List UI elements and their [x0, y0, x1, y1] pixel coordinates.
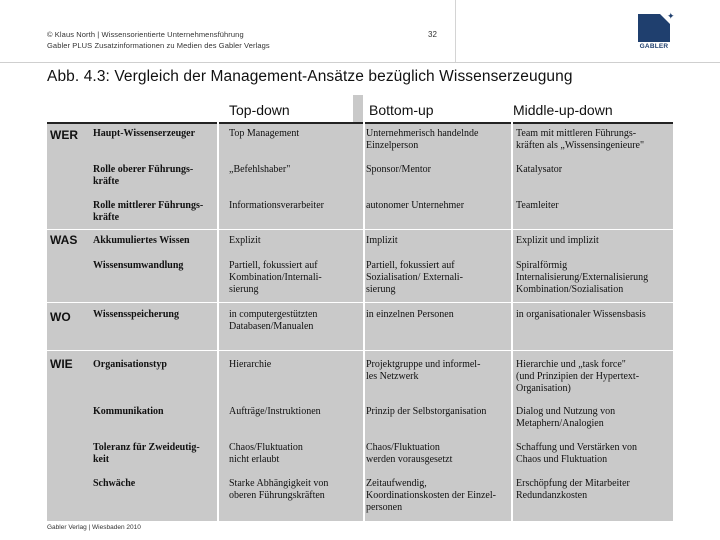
row-label: Rolle mittlerer Führungs- kräfte — [93, 200, 204, 223]
cell-bottom-up: autonomer Unternehmer — [366, 200, 465, 211]
cell-middle-up-down: Dialog und Nutzung von Metaphern/Analogien — [516, 406, 616, 429]
gabler-logo — [638, 11, 675, 50]
row-label: Organisationstyp — [93, 359, 167, 370]
group-label-wer: WER — [50, 128, 78, 142]
group-divider — [47, 350, 673, 351]
cell-middle-up-down: Katalysator — [516, 164, 563, 175]
header-copyright: © Klaus North | Wissensorientierte Unternehmensführung — [47, 30, 244, 39]
cell-top-down: Hierarchie — [229, 359, 272, 370]
header-rule — [0, 62, 720, 63]
cell-middle-up-down: Team mit mittleren Führungs- kräften als „Wissensingenieure" — [516, 128, 645, 151]
cell-bottom-up: Prinzip der Selbstorganisation — [366, 406, 487, 417]
group-label-wo: WO — [50, 310, 71, 324]
group-divider — [47, 229, 673, 230]
row-label: Rolle oberer Führungs- kräfte — [93, 164, 194, 187]
page-number: 32 — [428, 30, 437, 39]
logo-star-icon: ✦ — [667, 11, 675, 21]
cell-top-down: Aufträge/Instruktionen — [229, 406, 321, 417]
column-header-blank — [47, 95, 217, 122]
comparison-table — [47, 95, 673, 521]
cell-middle-up-down: Schaffung und Verstärken von Chaos und Fluktuation — [516, 442, 637, 465]
cell-middle-up-down: Teamleiter — [516, 200, 559, 211]
column-divider — [363, 95, 365, 521]
group-label-wie: WIE — [50, 357, 73, 371]
cell-bottom-up: Partiell, fokussiert auf Sozialisation/ Externali- sierung — [366, 260, 463, 295]
cell-top-down: Explizit — [229, 235, 261, 246]
row-label: Haupt-Wissenserzeuger — [93, 128, 196, 139]
cell-middle-up-down: Explizit und implizit — [516, 235, 599, 246]
cell-top-down: in computergestützten Databasen/Manualen — [229, 309, 318, 332]
header-subtitle: Gabler PLUS Zusatzinformationen zu Medien des Gabler Verlags — [47, 41, 270, 50]
cell-top-down: Informationsverarbeiter — [229, 200, 324, 211]
cell-middle-up-down: Hierarchie und „task force" (und Prinzipien der Hypertext- Organisation) — [516, 359, 640, 394]
cell-middle-up-down: in organisationaler Wissensbasis — [516, 309, 646, 320]
group-divider — [47, 302, 673, 303]
cell-bottom-up: Projektgruppe und informel- les Netzwerk — [366, 359, 481, 382]
column-header-middle-up-down: Middle-up-down — [513, 95, 673, 122]
cell-middle-up-down: Erschöpfung der Mitarbeiter Redundanzkosten — [516, 478, 630, 501]
group-label-was: WAS — [50, 233, 78, 247]
cell-middle-up-down: Spiralförmig Internalisierung/Externalisierung Kombination/Sozialisation — [516, 260, 649, 295]
page-title: Abb. 4.3: Vergleich der Management-Ansätze bezüglich Wissenserzeugung — [47, 68, 573, 85]
cell-top-down: Top Management — [229, 128, 300, 139]
cell-bottom-up: Zeitaufwendig, Koordinationskosten der Einzel- personen — [366, 478, 496, 513]
header-divider — [455, 0, 456, 62]
cell-top-down: Chaos/Fluktuation nicht erlaubt — [229, 442, 303, 465]
cell-bottom-up: Sponsor/Mentor — [366, 164, 431, 175]
row-label: Kommunikation — [93, 406, 164, 417]
row-label: Akkumuliertes Wissen — [93, 235, 190, 246]
cell-bottom-up: in einzelnen Personen — [366, 309, 454, 320]
logo-mark-icon — [638, 14, 670, 42]
cell-top-down: Starke Abhängigkeit von oberen Führungskräften — [229, 478, 329, 501]
column-header-bottom-up: Bottom-up — [365, 95, 511, 122]
row-label: Wissensumwandlung — [93, 260, 184, 271]
column-divider — [217, 95, 219, 521]
row-label: Schwäche — [93, 478, 136, 489]
logo-text: GABLER — [639, 43, 669, 50]
cell-bottom-up: Chaos/Fluktuation werden vorausgesetzt — [366, 442, 453, 465]
row-label: Toleranz für Zweideutig- keit — [93, 442, 200, 465]
column-header-top-down: Top-down — [219, 95, 353, 122]
cell-bottom-up: Implizit — [366, 235, 398, 246]
cell-top-down: „Befehlshaber" — [229, 164, 291, 175]
row-label: Wissensspeicherung — [93, 309, 179, 320]
footer-publisher: Gabler Verlag | Wiesbaden 2010 — [47, 524, 141, 531]
column-divider — [511, 95, 513, 521]
cell-bottom-up: Unternehmerisch handelnde Einzelperson — [366, 128, 479, 151]
cell-top-down: Partiell, fokussiert auf Kombination/Internali- sierung — [229, 260, 322, 295]
table-top-rule — [47, 122, 673, 124]
